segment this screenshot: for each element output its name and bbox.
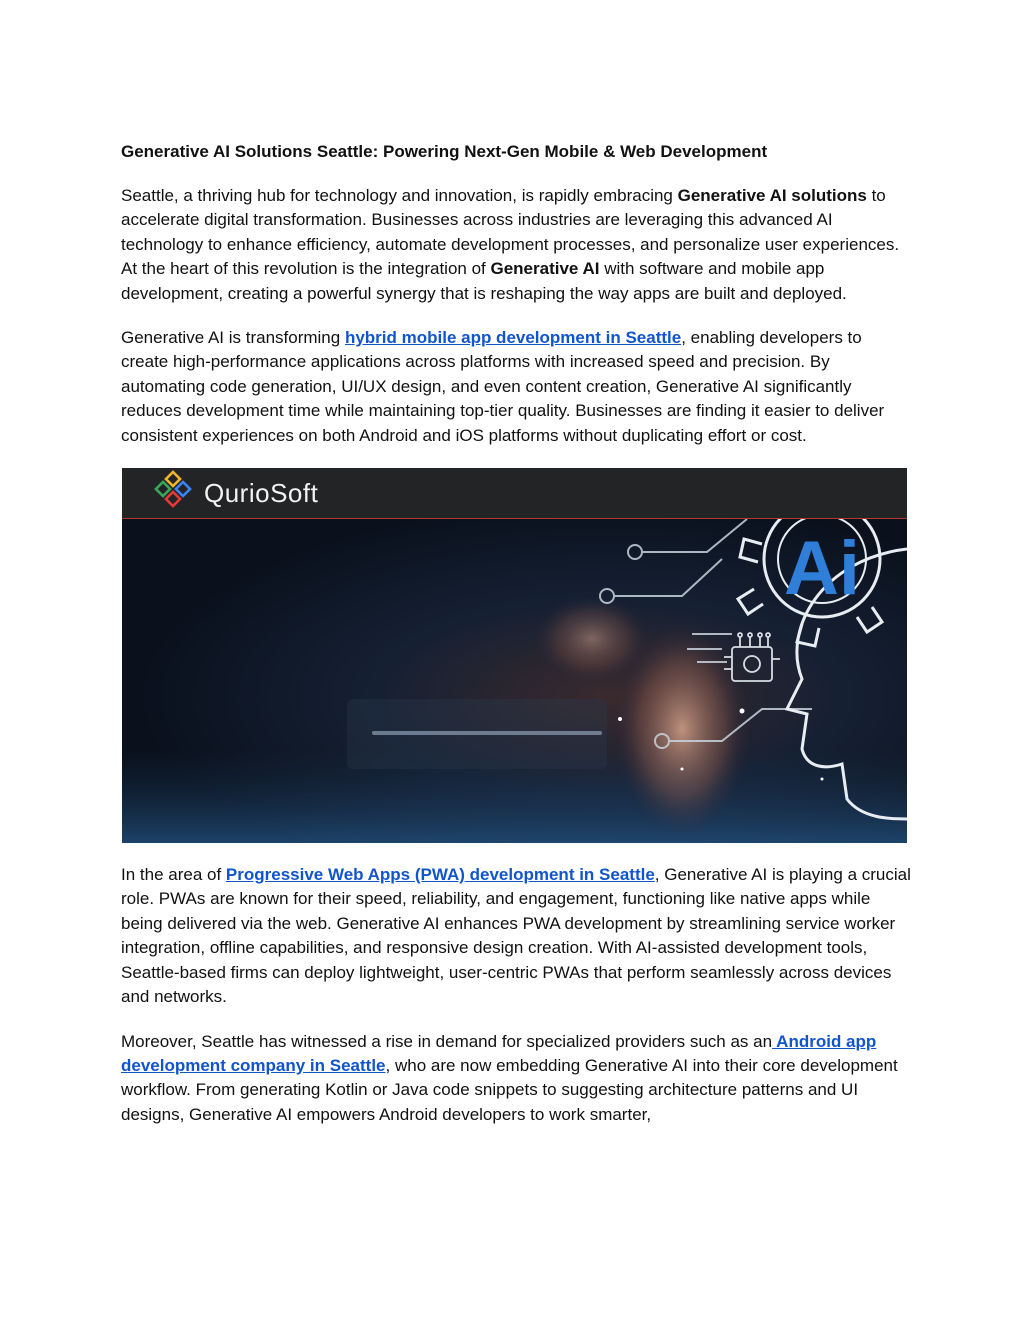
- link-hybrid-mobile-app[interactable]: hybrid mobile app development in Seattle: [344, 328, 682, 348]
- paragraph-intro: [121, 184, 911, 306]
- text-run: with software and mobile app development, creating a powerful synergy that is reshaping the way apps are built and deployed.: [121, 259, 847, 303]
- bold-text: Generative AI: [490, 259, 600, 279]
- text-run: Moreover, Seattle has witnessed a rise in demand for specialized providers such as an: [121, 1031, 773, 1051]
- paragraph-android: [121, 1030, 911, 1128]
- text-run: to accelerate digital transformation. Businesses across industries are leveraging this advanced AI technology to enhance efficiency, automate development processes, and personalize user experiences. At the heart of this revolution is the integration of: [121, 186, 900, 279]
- text-run: , Generative AI is playing a crucial role. PWAs are known for their speed, reliability, and engagement, functioning like native apps while being delivered via the web. Generative AI enhances PWA development by streamlining service worker integration, offline capabilities, and responsive design creation. With AI-assisted development tools, Seattle-based firms can deploy lightweight, user-centric PWAs that perform seamlessly across devices and networks.: [121, 865, 911, 1007]
- ai-label: Ai: [784, 526, 860, 612]
- link-android-app-development[interactable]: Android app development company in Seattle: [121, 1031, 877, 1075]
- page-title: Generative AI Solutions Seattle: Powering Next-Gen Mobile & Web Development: [121, 142, 768, 161]
- text-run: , who are now embedding Generative AI into their core development workflow. From generating Kotlin or Java code snippets to suggesting architecture patterns and UI designs, Generative AI empowers Android developers to work smarter,: [121, 1055, 898, 1124]
- text-run: In the area of: [121, 865, 226, 885]
- hero-image: [122, 468, 907, 843]
- document-content: [121, 140, 911, 1147]
- text-run: Seattle, a thriving hub for technology and innovation, is rapidly embracing: [121, 186, 678, 205]
- paragraph-hybrid: [121, 326, 911, 448]
- text-run: Generative AI is transforming: [121, 328, 345, 348]
- paragraph-pwa: [121, 863, 911, 1009]
- logo-wordmark: QurioSoft: [204, 478, 319, 509]
- ai-illustration: [122, 519, 907, 843]
- text-run: , enabling developers to create high-performance applications across platforms with increased speed and precision. By automating code generation, UI/UX design, and even content creation, Generative AI significantly reduces development time while maintaining top-tier quality. Businesses are finding it easier to deliver consistent experiences on both Android and iOS platforms without duplicating effort or cost.: [121, 328, 885, 445]
- bold-text: Generative AI solutions: [677, 186, 867, 205]
- link-pwa-development[interactable]: Progressive Web Apps (PWA) development in Seattle: [225, 865, 655, 885]
- image-header-bar: [122, 468, 907, 519]
